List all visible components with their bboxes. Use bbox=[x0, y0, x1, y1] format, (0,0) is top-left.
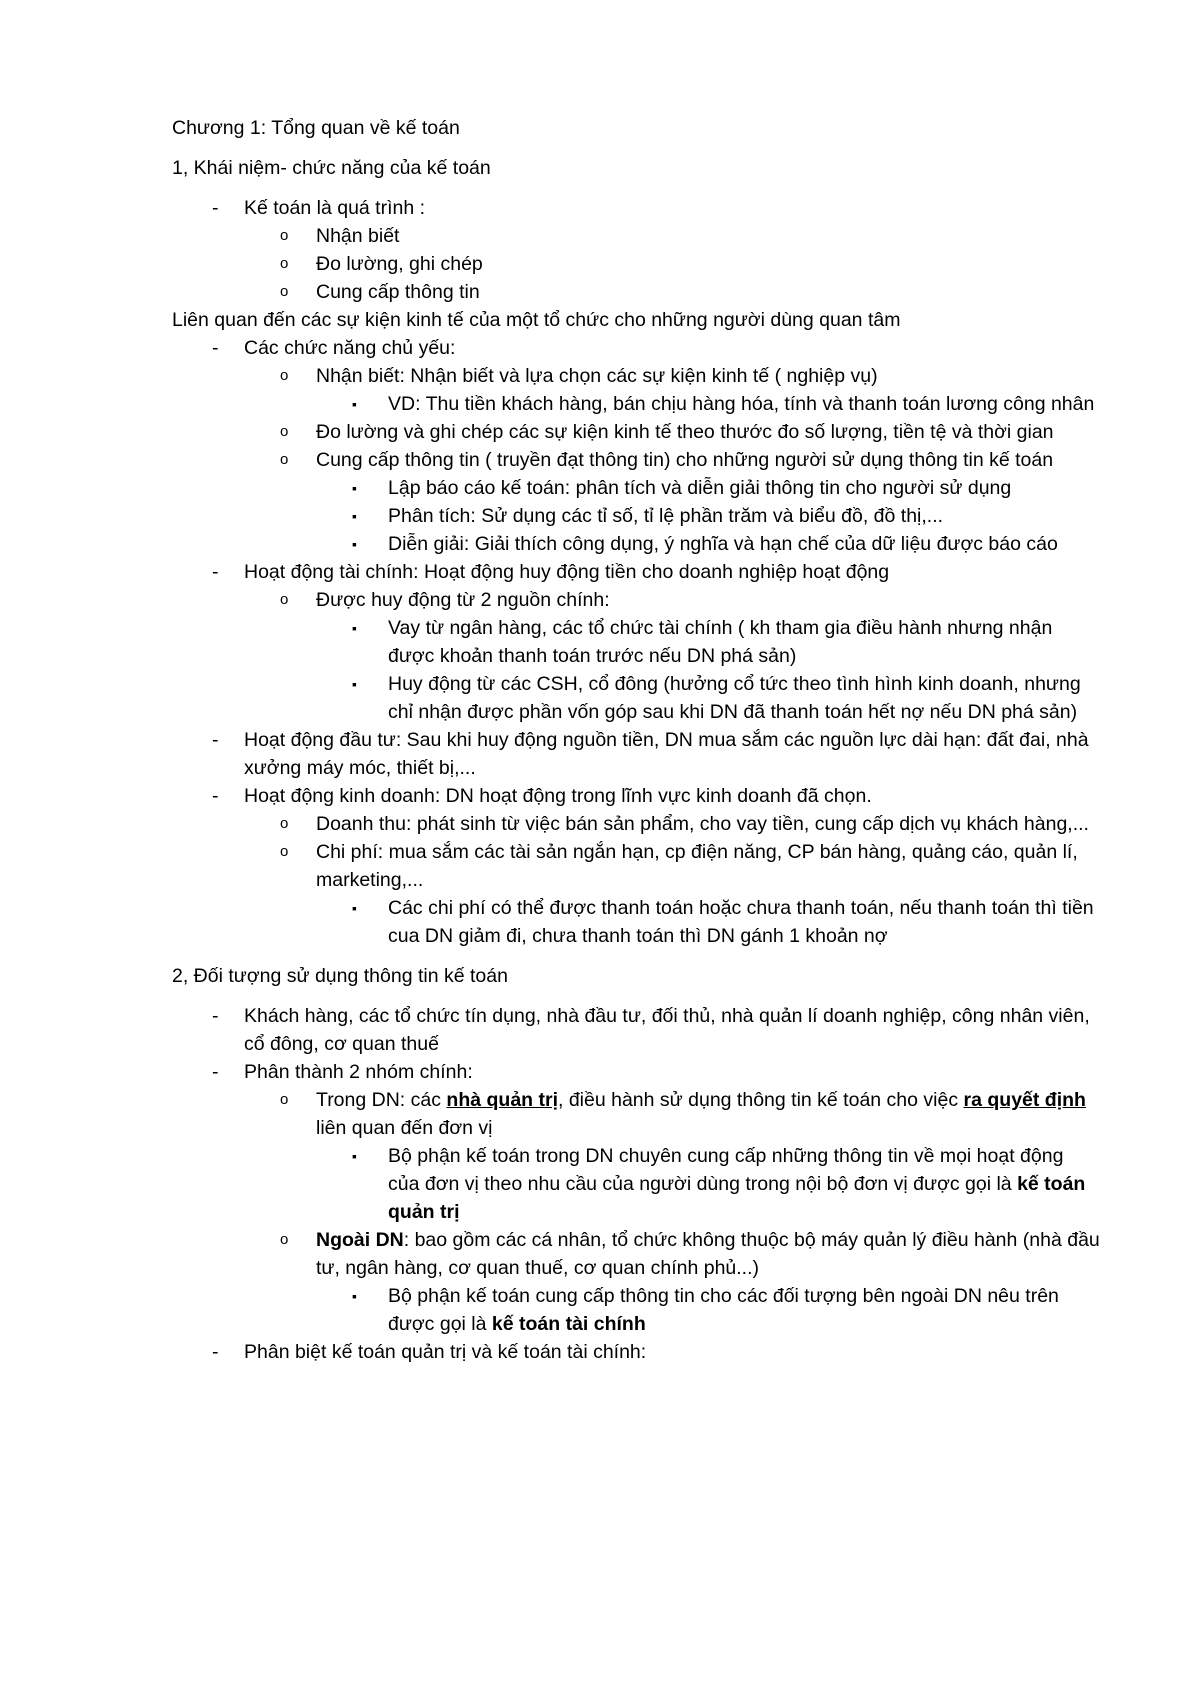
text-run: Bộ phận kế toán cung cấp thông tin cho các đối tượng bên ngoài DN nêu trên được gọi là bbox=[388, 1285, 1059, 1335]
list-item: - Hoạt động kinh doanh: DN hoạt động trong lĩnh vực kinh doanh đã chọn. bbox=[172, 782, 1100, 810]
list-item: - Phân biệt kế toán quản trị và kế toán tài chính: bbox=[172, 1338, 1100, 1366]
list-item: - Hoạt động đầu tư: Sau khi huy động nguồn tiền, DN mua sắm các nguồn lực dài hạn: đất đai, nhà xưởng máy móc, thiết bị,... bbox=[172, 726, 1100, 782]
emphasis-text: Ngoài DN bbox=[316, 1229, 404, 1251]
list-item: o Đo lường và ghi chép các sự kiện kinh tế theo thước đo số lượng, tiền tệ và thời gian bbox=[172, 418, 1100, 446]
emphasis-text: kế toán quản trị bbox=[388, 1173, 1086, 1223]
text-run: : bao gồm các cá nhân, tổ chức không thuộc bộ máy quản lý điều hành (nhà đầu tư, ngân hàng, cơ quan thuế, cơ quan chính phủ...) bbox=[316, 1229, 1100, 1279]
section-2-list bbox=[172, 1002, 1100, 1366]
section-1-heading: 1, Khái niệm- chức năng của kế toán bbox=[172, 157, 491, 179]
paragraph: Liên quan đến các sự kiện kinh tế của một tổ chức cho những người dùng quan tâm bbox=[172, 309, 901, 331]
list-item: - Kế toán là quá trình : bbox=[172, 194, 1100, 222]
emphasis-text: nhà quản trị bbox=[446, 1089, 558, 1111]
list-item: o Nhận biết bbox=[172, 222, 1100, 250]
list-item bbox=[172, 1282, 1100, 1338]
emphasis-text: kế toán tài chính bbox=[491, 1313, 646, 1335]
functions-list bbox=[172, 334, 1100, 950]
list-item: o Cung cấp thông tin ( truyền đạt thông tin) cho những người sử dụng thông tin kế toán bbox=[172, 446, 1100, 474]
list-item: o Cung cấp thông tin bbox=[172, 278, 1100, 306]
list-item: ▪ Huy động từ các CSH, cổ đông (hưởng cổ tức theo tình hình kinh doanh, nhưng chỉ nhận được phần vốn góp sau khi DN đã thanh toán hết nợ nếu DN phá sản) bbox=[172, 670, 1100, 726]
list-item: - Hoạt động tài chính: Hoạt động huy động tiền cho doanh nghiệp hoạt động bbox=[172, 558, 1100, 586]
list-item: ▪ Vay từ ngân hàng, các tổ chức tài chính ( kh tham gia điều hành nhưng nhận được khoản thanh toán trước nếu DN phá sản) bbox=[172, 614, 1100, 670]
list-item: ▪ Diễn giải: Giải thích công dụng, ý nghĩa và hạn chế của dữ liệu được báo cáo bbox=[172, 530, 1100, 558]
chapter-title: Chương 1: Tổng quan về kế toán bbox=[172, 117, 460, 139]
text-run: liên quan đến đơn vị bbox=[316, 1117, 493, 1139]
list-item bbox=[172, 1086, 1100, 1142]
list-item: ▪ Các chi phí có thể được thanh toán hoặc chưa thanh toán, nếu thanh toán thì tiền cua DN giảm đi, chưa thanh toán thì DN gánh 1 khoản nợ bbox=[172, 894, 1100, 950]
section-1-list bbox=[172, 194, 1100, 306]
list-item: o Nhận biết: Nhận biết và lựa chọn các sự kiện kinh tế ( nghiệp vụ) bbox=[172, 362, 1100, 390]
text-run: Trong DN: các bbox=[316, 1089, 447, 1111]
list-item bbox=[172, 1226, 1100, 1282]
list-item: ▪ Phân tích: Sử dụng các tỉ số, tỉ lệ phần trăm và biểu đồ, đồ thị,... bbox=[172, 502, 1100, 530]
list-item: - Khách hàng, các tổ chức tín dụng, nhà đầu tư, đối thủ, nhà quản lí doanh nghiệp, công nhân viên, cổ đông, cơ quan thuế bbox=[172, 1002, 1100, 1058]
list-item: ▪ VD: Thu tiền khách hàng, bán chịu hàng hóa, tính và thanh toán lương công nhân bbox=[172, 390, 1100, 418]
list-item: ▪ Lập báo cáo kế toán: phân tích và diễn giải thông tin cho người sử dụng bbox=[172, 474, 1100, 502]
list-item: o Doanh thu: phát sinh từ việc bán sản phẩm, cho vay tiền, cung cấp dịch vụ khách hàng,... bbox=[172, 810, 1100, 838]
emphasis-text: ra quyết định bbox=[963, 1089, 1086, 1111]
section-2-heading: 2, Đối tượng sử dụng thông tin kế toán bbox=[172, 965, 508, 987]
list-item: o Chi phí: mua sắm các tài sản ngắn hạn, cp điện năng, CP bán hàng, quảng cáo, quản lí, marketing,... bbox=[172, 838, 1100, 894]
list-item: o Được huy động từ 2 nguồn chính: bbox=[172, 586, 1100, 614]
list-item: - Các chức năng chủ yếu: bbox=[172, 334, 1100, 362]
text-run: , điều hành sử dụng thông tin kế toán cho việc bbox=[558, 1089, 964, 1111]
text-run: Bộ phận kế toán trong DN chuyên cung cấp những thông tin về mọi hoạt động của đơn vị theo nhu cầu của người dùng trong nội bộ đơn vị được gọi là bbox=[388, 1145, 1064, 1195]
list-item: - Phân thành 2 nhóm chính: bbox=[172, 1058, 1100, 1086]
list-item bbox=[172, 1142, 1100, 1226]
list-item: o Đo lường, ghi chép bbox=[172, 250, 1100, 278]
